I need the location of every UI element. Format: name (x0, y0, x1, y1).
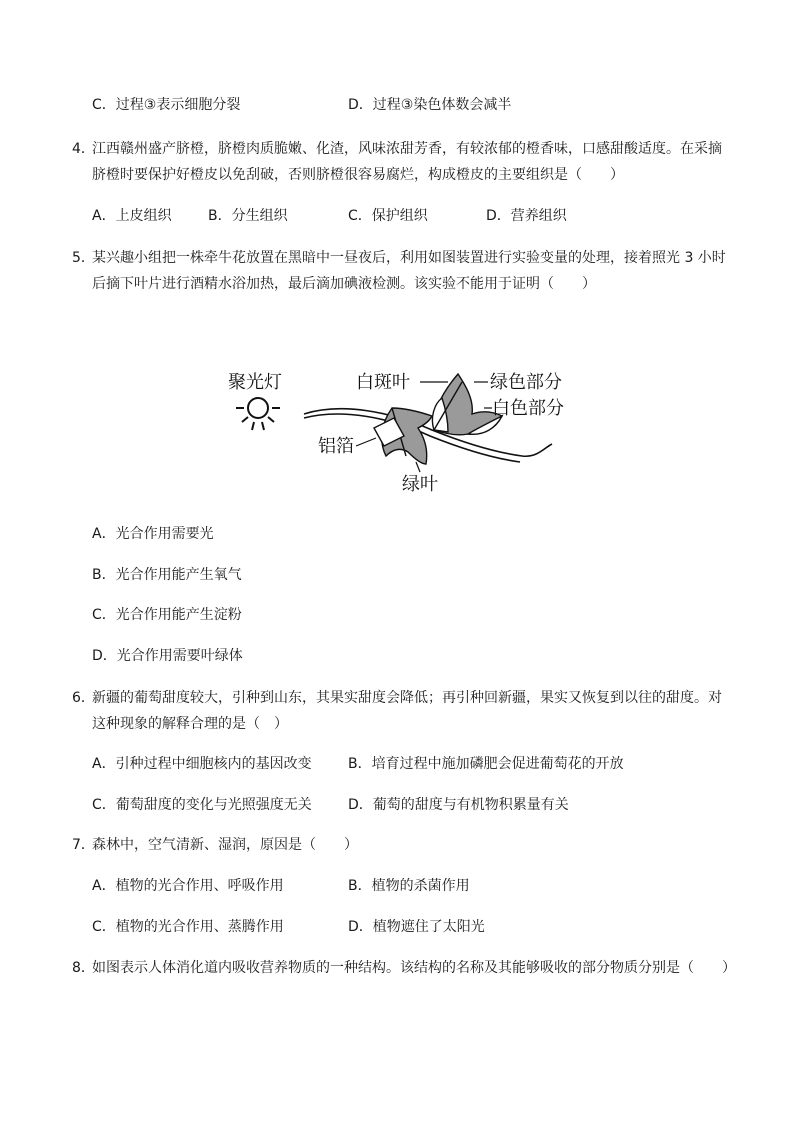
green-part-label: 绿色部分 (490, 372, 562, 393)
q3-option-c: C．过程③表示细胞分裂 (92, 97, 241, 113)
lamp-label: 聚光灯 (228, 372, 282, 393)
q7-option-b: B．植物的杀菌作用 (348, 878, 470, 894)
q5-option-b: B．光合作用能产生氧气 (92, 567, 242, 583)
q7-number: 7． (72, 837, 95, 853)
q4-stem-line2: 脐橙时要保护好橙皮以免刮破，否则脐橙很容易腐烂，构成橙皮的主要组织是（ ） (92, 167, 624, 183)
variegated-leaf-label: 白斑叶 (356, 372, 410, 393)
q3-option-d: D．过程③染色体数会减半 (348, 97, 512, 113)
foil-label: 铝箔 (318, 436, 354, 457)
q4-option-c: C．保护组织 (348, 208, 428, 224)
green-leaf-leader (416, 462, 420, 472)
experiment-figure (222, 352, 582, 502)
q5-option-c: C．光合作用能产生淀粉 (92, 607, 242, 623)
q4-option-b: B．分生组织 (208, 208, 288, 224)
q4-option-a: A．上皮组织 (92, 208, 172, 224)
q5-option-d: D．光合作用需要叶绿体 (92, 648, 243, 664)
q7-option-d: D．植物遮住了太阳光 (348, 919, 485, 935)
green-leaf-label: 绿叶 (402, 474, 438, 495)
q7-option-a: A．植物的光合作用、呼吸作用 (92, 878, 284, 894)
q6-option-b: B．培育过程中施加磷肥会促进葡萄花的开放 (348, 756, 624, 772)
q5-stem-line1: 某兴趣小组把一株牵牛花放置在黑暗中一昼夜后，利用如图装置进行实验变量的处理，接着照光 3 小时 (92, 250, 726, 266)
q4-option-d: D．营养组织 (486, 208, 567, 224)
q7-option-c: C．植物的光合作用、蒸腾作用 (92, 919, 284, 935)
q6-stem-line2: 这种现象的解释合理的是（ ） (92, 716, 288, 732)
q6-option-c: C．葡萄甜度的变化与光照强度无关 (92, 797, 312, 813)
q6-number: 6． (72, 690, 95, 706)
foil-leader (356, 438, 376, 446)
q8-stem-line1: 如图表示人体消化道内吸收营养物质的一种结构。该结构的名称及其能够吸收的部分物质分别是（ ） (92, 960, 736, 976)
q4-stem-line1: 江西赣州盛产脐橙，脐橙肉质脆嫩、化渣，风味浓甜芳香，有较浓郁的橙香味，口感甜酸适度。在采摘 (92, 141, 722, 157)
q4-number: 4． (72, 141, 95, 157)
q8-number: 8． (72, 960, 95, 976)
q5-option-a: A．光合作用需要光 (92, 526, 214, 542)
q7-stem-line1: 森林中，空气清新、湿润，原因是（ ） (92, 837, 358, 853)
q5-number: 5． (72, 250, 95, 266)
q6-option-d: D．葡萄的甜度与有机物积累量有关 (348, 797, 569, 813)
white-part-label: 白色部分 (492, 398, 564, 419)
lamp-icon (236, 398, 280, 430)
q6-stem-line1: 新疆的葡萄甜度较大，引种到山东，其果实甜度会降低；再引种回新疆，果实又恢复到以往的甜度。对 (92, 690, 722, 706)
q6-option-a: A．引种过程中细胞核内的基因改变 (92, 756, 312, 772)
q5-stem-line2: 后摘下叶片进行酒精水浴加热，最后滴加碘液检测。该实验不能用于证明（ ） (92, 276, 596, 292)
